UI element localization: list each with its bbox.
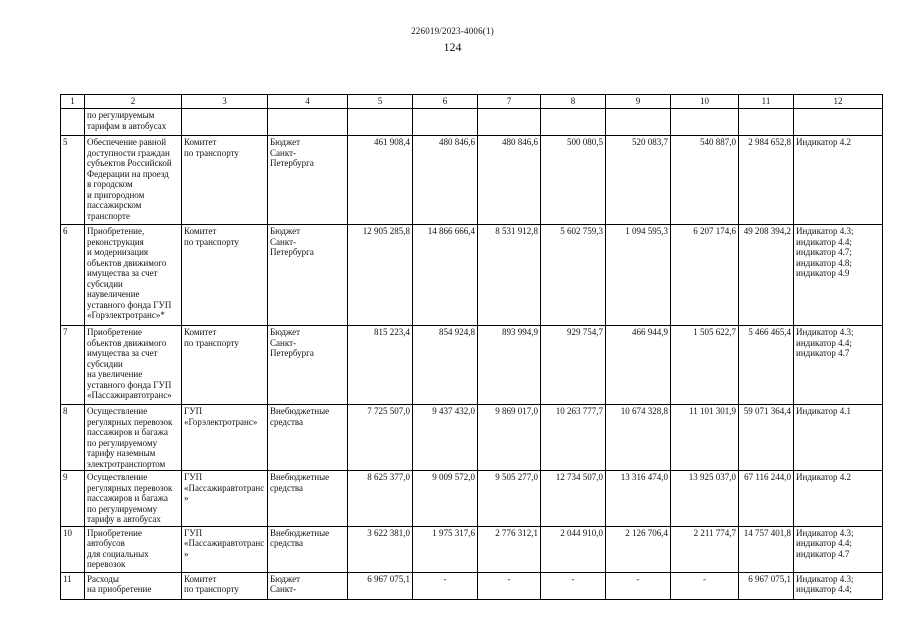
table-cell-col10: 540 887,0 (671, 136, 739, 225)
table-row (61, 471, 883, 527)
table-cell-col2: Осуществление регулярных перевозок пассажиров и багажа по регулируемому тарифу наземным электротранспортом (85, 405, 182, 471)
document-number: 226019/2023-4006(1) (411, 26, 494, 36)
table-cell-col5: 815 223,4 (348, 326, 413, 405)
table-cell-col4: Бюджет Санкт- Петербурга (268, 225, 348, 326)
table-cell-col3 (182, 109, 268, 136)
table-cell-col5: 8 625 377,0 (348, 471, 413, 527)
table-cell-col6: 480 846,6 (413, 136, 478, 225)
table-cell-col1: 6 (61, 225, 85, 326)
table-cell-col7: 8 531 912,8 (478, 225, 541, 326)
table-cell-col3: Комитет по транспорту (182, 136, 268, 225)
table-cell-col11: 59 071 364,4 (739, 405, 794, 471)
table-cell-col1: 10 (61, 526, 85, 572)
table-cell-col10: 2 211 774,7 (671, 526, 739, 572)
table-cell-col1 (61, 109, 85, 136)
table-cell-col10: 1 505 622,7 (671, 326, 739, 405)
table-cell-col11: 67 116 244,0 (739, 471, 794, 527)
table-cell-col2: Приобретение, реконструкция и модернизация объектов движимого имущества за счет субсидии наувеличение уставного фонда ГУП «Горэлектротранс»* (85, 225, 182, 326)
page-number: 124 (443, 40, 462, 54)
table-row (61, 405, 883, 471)
table-cell-col5: 7 725 507,0 (348, 405, 413, 471)
table-cell-col6: 9 437 432,0 (413, 405, 478, 471)
table-row (61, 225, 883, 326)
table-cell-col12: Индикатор 4.2 (794, 471, 883, 527)
table-cell-col12: Индикатор 4.1 (794, 405, 883, 471)
table-cell-col1: 11 (61, 572, 85, 599)
table-cell-col6: 9 009 572,0 (413, 471, 478, 527)
table-cell-col11: 49 208 394,2 (739, 225, 794, 326)
table-cell-col6: 854 924,8 (413, 326, 478, 405)
table-cell-col8: 500 080,5 (541, 136, 606, 225)
table-cell-col2: по регулируемым тарифам в автобусах (85, 109, 182, 136)
table-cell-col10: 13 925 037,0 (671, 471, 739, 527)
column-header: 10 (671, 95, 739, 109)
table-cell-col4: Бюджет Санкт- Петербурга (268, 326, 348, 405)
table-cell-col9: 13 316 474,0 (606, 471, 671, 527)
table-cell-col7: 2 776 312,1 (478, 526, 541, 572)
table-cell-col10: 11 101 301,9 (671, 405, 739, 471)
table-cell-col8: 2 044 910,0 (541, 526, 606, 572)
column-header: 11 (739, 95, 794, 109)
table-cell-col12: Индикатор 4.2 (794, 136, 883, 225)
table-row (61, 526, 883, 572)
column-header: 5 (348, 95, 413, 109)
table-cell-col2: Расходы на приобретение (85, 572, 182, 599)
column-header: 9 (606, 95, 671, 109)
table-cell-col11: 2 984 652,8 (739, 136, 794, 225)
table-cell-col12: Индикатор 4.3; индикатор 4.4; (794, 572, 883, 599)
table-cell-col11: 6 967 075,1 (739, 572, 794, 599)
table-cell-col12: Индикатор 4.3; индикатор 4.4; индикатор 4.7 (794, 326, 883, 405)
table-cell-col2: Обеспечение равной доступности граждан субъектов Российской Федерации на проезд в городском и пригородном пассажирском транспорте (85, 136, 182, 225)
table-cell-col6: 1 975 317,6 (413, 526, 478, 572)
table-cell-col8: 10 263 777,7 (541, 405, 606, 471)
table-cell-col12: Индикатор 4.3; индикатор 4.4; индикатор 4.7; индикатор 4.8; индикатор 4.9 (794, 225, 883, 326)
table-cell-col12: Индикатор 4.3; индикатор 4.4; индикатор 4.7 (794, 526, 883, 572)
table-cell-col2: Приобретение объектов движимого имущества за счет субсидии на увеличение уставного фонда ГУП «Пассажиравтотранс» (85, 326, 182, 405)
table-cell-col9 (606, 109, 671, 136)
table-row (61, 326, 883, 405)
table-cell-col9: 1 094 595,3 (606, 225, 671, 326)
table-cell-col5: 3 622 381,0 (348, 526, 413, 572)
column-header: 2 (85, 95, 182, 109)
table-cell-col9: 2 126 706,4 (606, 526, 671, 572)
table-row (61, 572, 883, 599)
table-cell-col7: 9 505 277,0 (478, 471, 541, 527)
table-cell-col8: 5 602 759,3 (541, 225, 606, 326)
table-cell-col9: 466 944,9 (606, 326, 671, 405)
table-cell-col9: - (606, 572, 671, 599)
table-cell-col5: 461 908,4 (348, 136, 413, 225)
table-cell-col10: 6 207 174,6 (671, 225, 739, 326)
table-cell-col11 (739, 109, 794, 136)
table-cell-col2: Осуществление регулярных перевозок пассажиров и багажа по регулируемому тарифу в автобусах (85, 471, 182, 527)
table-cell-col8: 12 734 507,0 (541, 471, 606, 527)
table-cell-col11: 5 466 465,4 (739, 326, 794, 405)
column-header: 6 (413, 95, 478, 109)
budget-table (60, 94, 883, 600)
table-cell-col7: 893 994,9 (478, 326, 541, 405)
column-header: 4 (268, 95, 348, 109)
table-cell-col4: Бюджет Санкт- (268, 572, 348, 599)
table-header-row (61, 95, 883, 109)
table-cell-col8: 929 754,7 (541, 326, 606, 405)
table-cell-col4 (268, 109, 348, 136)
table-cell-col5 (348, 109, 413, 136)
table-body (61, 109, 883, 600)
table-cell-col4: Бюджет Санкт- Петербурга (268, 136, 348, 225)
table-cell-col3: Комитет по транспорту (182, 225, 268, 326)
column-header: 7 (478, 95, 541, 109)
table-cell-col5: 6 967 075,1 (348, 572, 413, 599)
table-cell-col8 (541, 109, 606, 136)
column-header: 3 (182, 95, 268, 109)
table-cell-col3: ГУП «Пассажиравтотранс» (182, 526, 268, 572)
table-cell-col1: 5 (61, 136, 85, 225)
table-cell-col7: - (478, 572, 541, 599)
table-cell-col4: Внебюджетные средства (268, 526, 348, 572)
table-cell-col7 (478, 109, 541, 136)
table-cell-col7: 480 846,6 (478, 136, 541, 225)
table-row (61, 136, 883, 225)
table-cell-col12 (794, 109, 883, 136)
table-cell-col10: - (671, 572, 739, 599)
table-cell-col6: 14 866 666,4 (413, 225, 478, 326)
column-header: 12 (794, 95, 883, 109)
table-cell-col1: 9 (61, 471, 85, 527)
table-cell-col9: 520 083,7 (606, 136, 671, 225)
column-header: 8 (541, 95, 606, 109)
table-cell-col3: Комитет по транспорту (182, 326, 268, 405)
table-row (61, 109, 883, 136)
table-cell-col3: ГУП «Пассажиравтотранс» (182, 471, 268, 527)
table-cell-col6 (413, 109, 478, 136)
table-cell-col9: 10 674 328,8 (606, 405, 671, 471)
table-cell-col6: - (413, 572, 478, 599)
table-cell-col10 (671, 109, 739, 136)
column-header: 1 (61, 95, 85, 109)
table-cell-col4: Внебюджетные средства (268, 405, 348, 471)
table-cell-col1: 7 (61, 326, 85, 405)
table-cell-col11: 14 757 401,8 (739, 526, 794, 572)
table-cell-col8: - (541, 572, 606, 599)
table-cell-col7: 9 869 017,0 (478, 405, 541, 471)
table-cell-col3: ГУП «Горэлектротранс» (182, 405, 268, 471)
table-cell-col3: Комитет по транспорту (182, 572, 268, 599)
table-cell-col1: 8 (61, 405, 85, 471)
table-cell-col2: Приобретение автобусов для социальных перевозок (85, 526, 182, 572)
table-cell-col5: 12 905 285,8 (348, 225, 413, 326)
table-cell-col4: Внебюджетные средства (268, 471, 348, 527)
